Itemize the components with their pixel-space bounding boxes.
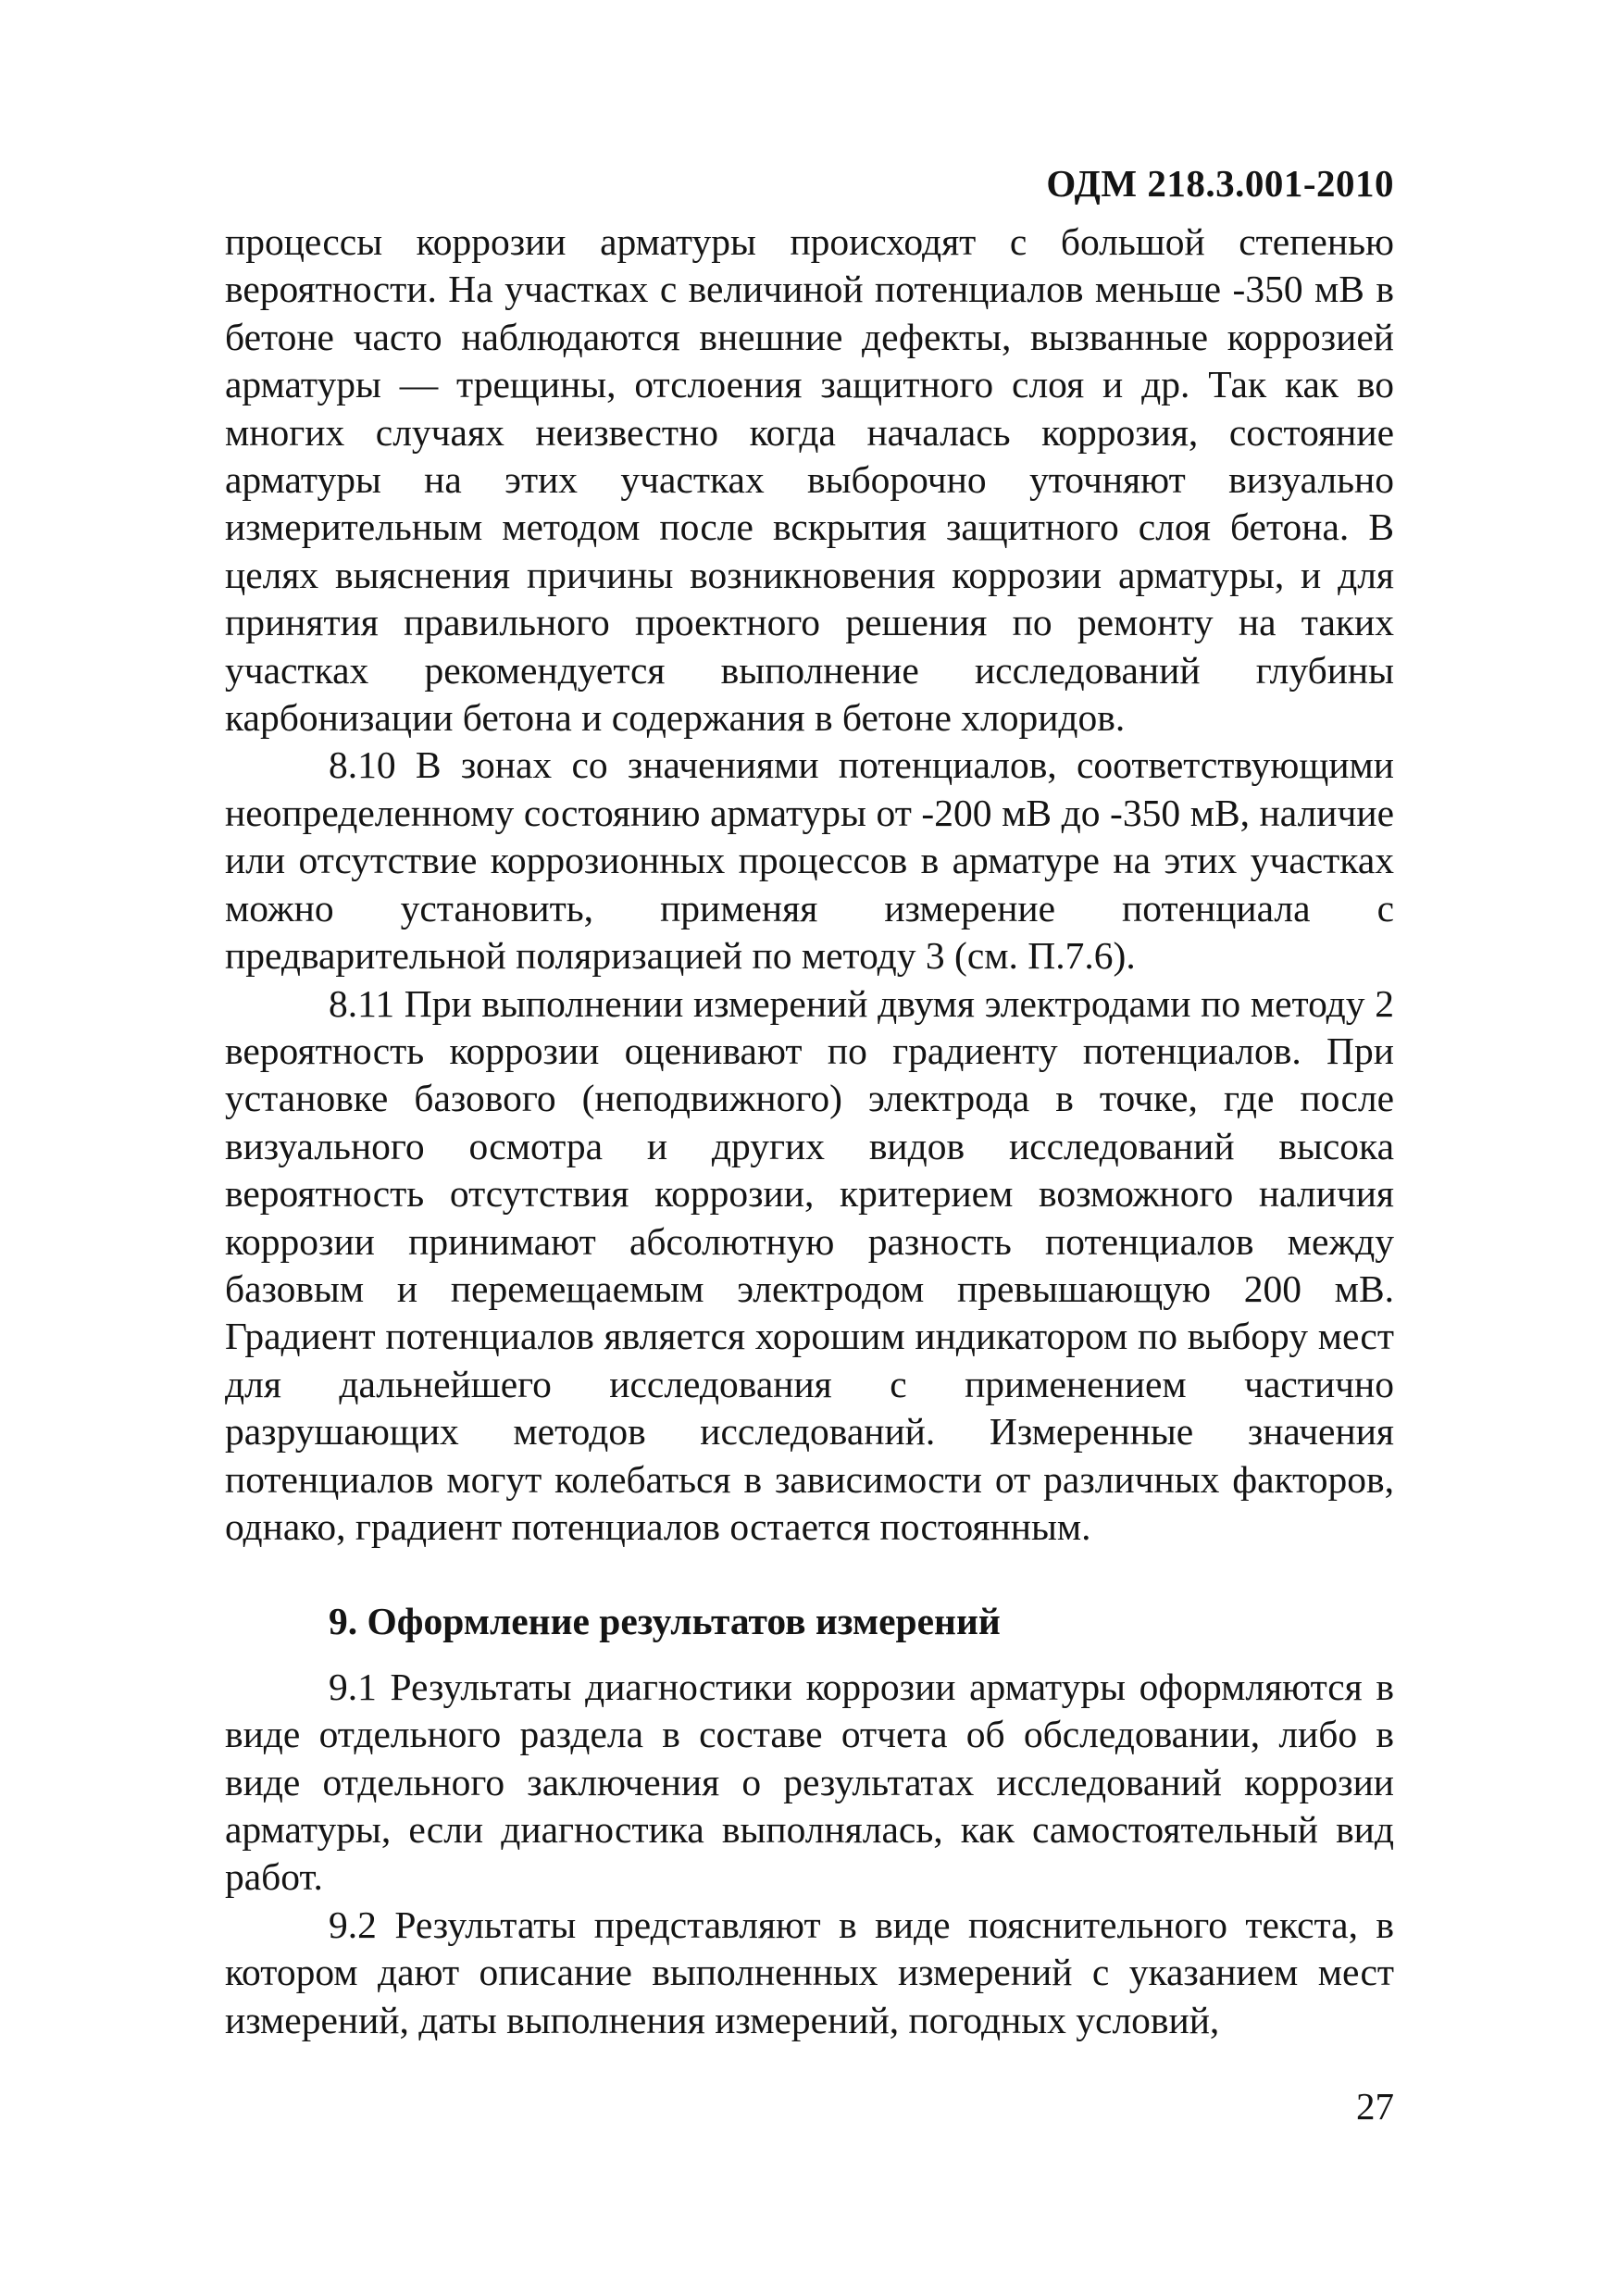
page-number: 27	[1356, 2085, 1394, 2128]
page-body	[225, 218, 1394, 2044]
paragraph-9-1: 9.1 Результаты диагностики коррозии арматуры оформляются в виде отдельного раздела в составе отчета об обследовании, либо в виде отдельного заключения о результатах исследований коррозии арматуры, если диагностика выполнялась, как самостоятельный вид работ.	[225, 1665, 1394, 1899]
paragraph-continuation: процессы коррозии арматуры происходят с большой степенью вероятности. На участках с величиной потенциалов меньше -350 мВ в бетоне часто наблюдаются внешние дефекты, вызванные коррозией арматуры — трещины, отслоения защитного слоя и др. Так как во многих случаях неизвестно когда началась коррозия, состояние арматуры на этих участках выборочно уточняют визуально измерительным методом после вскрытия защитного слоя бетона. В целях выяснения причины возникновения коррозии арматуры, и для принятия правильного проектного решения по ремонту на таких участках рекомендуется выполнение исследований глубины карбонизации бетона и содержания в бетоне хлоридов.	[225, 220, 1394, 740]
paragraph-8-11: 8.11 При выполнении измерений двумя электродами по методу 2 вероятность коррозии оценивают по градиенту потенциалов. При установке базового (неподвижного) электрода в точке, где после визуального осмотра и других видов исследований высока вероятность отсутствия коррозии, критерием возможного наличия коррозии принимают абсолютную разность потенциалов между базовым и перемещаемым электродом превышающую 200 мВ. Градиент потенциалов является хорошим индикатором по выбору мест для дальнейшего исследования с применением частично разрушающих методов исследований. Измеренные значения потенциалов могут колебаться в зависимости от различных факторов, однако, градиент потенциалов остается постоянным.	[225, 981, 1394, 1548]
paragraph-8-10: 8.10 В зонах со значениями потенциалов, соответствующими неопределенному состоянию арматуры от -200 мВ до -350 мВ, наличие или отсутствие коррозионных процессов в арматуре на этих участках можно установить, применяя измерение потенциала с предварительной поляризацией по методу 3 (см. П.7.6).	[225, 743, 1394, 978]
paragraph-9-2: 9.2 Результаты представляют в виде пояснительного текста, в котором дают описание выполненных измерений с указанием мест измерений, даты выполнения измерений, погодных условий,	[225, 1903, 1394, 2041]
section-9-heading: 9. Оформление результатов измерений	[329, 1600, 1001, 1643]
document-code-header: ОДМ 218.3.001-2010	[1046, 162, 1394, 205]
